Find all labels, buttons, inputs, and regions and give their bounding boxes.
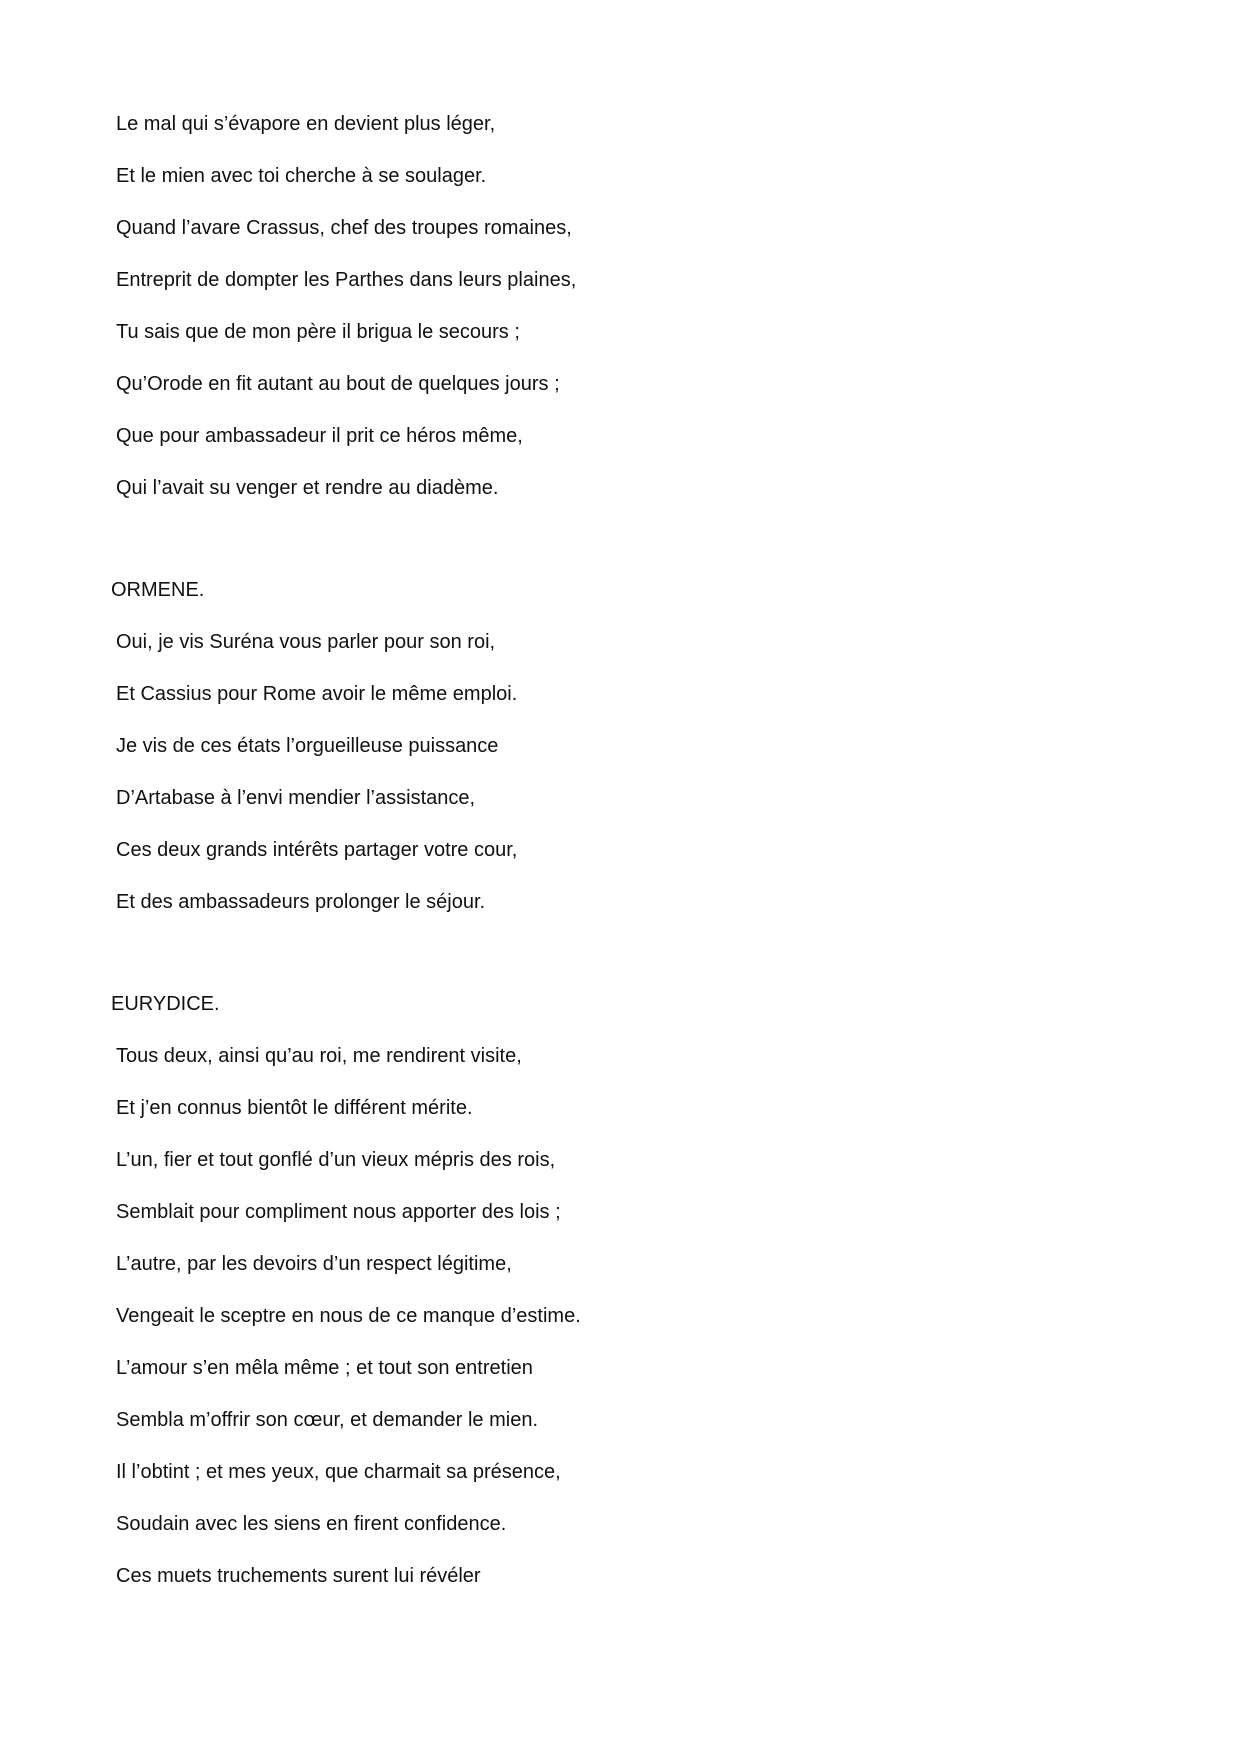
verse-line: Et j’en connus bientôt le différent mérite.: [116, 1097, 473, 1119]
verse-line: Quand l’avare Crassus, chef des troupes romaines,: [116, 217, 572, 239]
verse-line: Tous deux, ainsi qu’au roi, me rendirent visite,: [116, 1045, 522, 1067]
verse-line: Et Cassius pour Rome avoir le même emploi.: [116, 683, 518, 705]
verse-line: Oui, je vis Suréna vous parler pour son roi,: [116, 631, 496, 653]
verse-line: L’autre, par les devoirs d’un respect légitime,: [116, 1253, 512, 1275]
verse-block-2: [111, 574, 1116, 938]
verse-line: Qu’Orode en fit autant au bout de quelques jours ;: [116, 373, 560, 395]
verse-line: Ces deux grands intérêts partager votre cour,: [116, 839, 518, 861]
verse-line: Tu sais que de mon père il brigua le secours ;: [116, 321, 520, 343]
verse-line: L’un, fier et tout gonflé d’un vieux mépris des rois,: [116, 1149, 556, 1171]
verse-line: Vengeait le sceptre en nous de ce manque d’estime.: [116, 1305, 581, 1327]
verse-line: Je vis de ces états l’orgueilleuse puissance: [116, 735, 499, 757]
stanza-gap: [116, 524, 1116, 574]
verse-text: [111, 108, 1116, 1612]
verse-line: Semblait pour compliment nous apporter des lois ;: [116, 1201, 561, 1223]
verse-line: Ces muets truchements surent lui révéler: [116, 1565, 481, 1587]
verse-line: Entreprit de dompter les Parthes dans leurs plaines,: [116, 269, 577, 291]
verse-line: Qui l’avait su venger et rendre au diadème.: [116, 477, 499, 499]
verse-line: Soudain avec les siens en firent confidence.: [116, 1513, 507, 1535]
verse-block-1: [116, 108, 1116, 524]
verse-line: Que pour ambassadeur il prit ce héros même,: [116, 425, 523, 447]
verse-line: Et le mien avec toi cherche à se soulager.: [116, 165, 487, 187]
speaker-name: ORMENE.: [111, 579, 205, 601]
verse-line: D’Artabase à l’envi mendier l’assistance,: [116, 787, 476, 809]
verse-line: L’amour s’en mêla même ; et tout son entretien: [116, 1357, 533, 1379]
verse-line: Il l’obtint ; et mes yeux, que charmait sa présence,: [116, 1461, 561, 1483]
verse-line: Le mal qui s’évapore en devient plus léger,: [116, 113, 496, 135]
verse-line: Et des ambassadeurs prolonger le séjour.: [116, 891, 486, 913]
stanza-gap: [116, 938, 1116, 988]
verse-block-3: [111, 988, 1116, 1612]
verse-line: Sembla m’offrir son cœur, et demander le mien.: [116, 1409, 539, 1431]
speaker-name: EURYDICE.: [111, 993, 220, 1015]
